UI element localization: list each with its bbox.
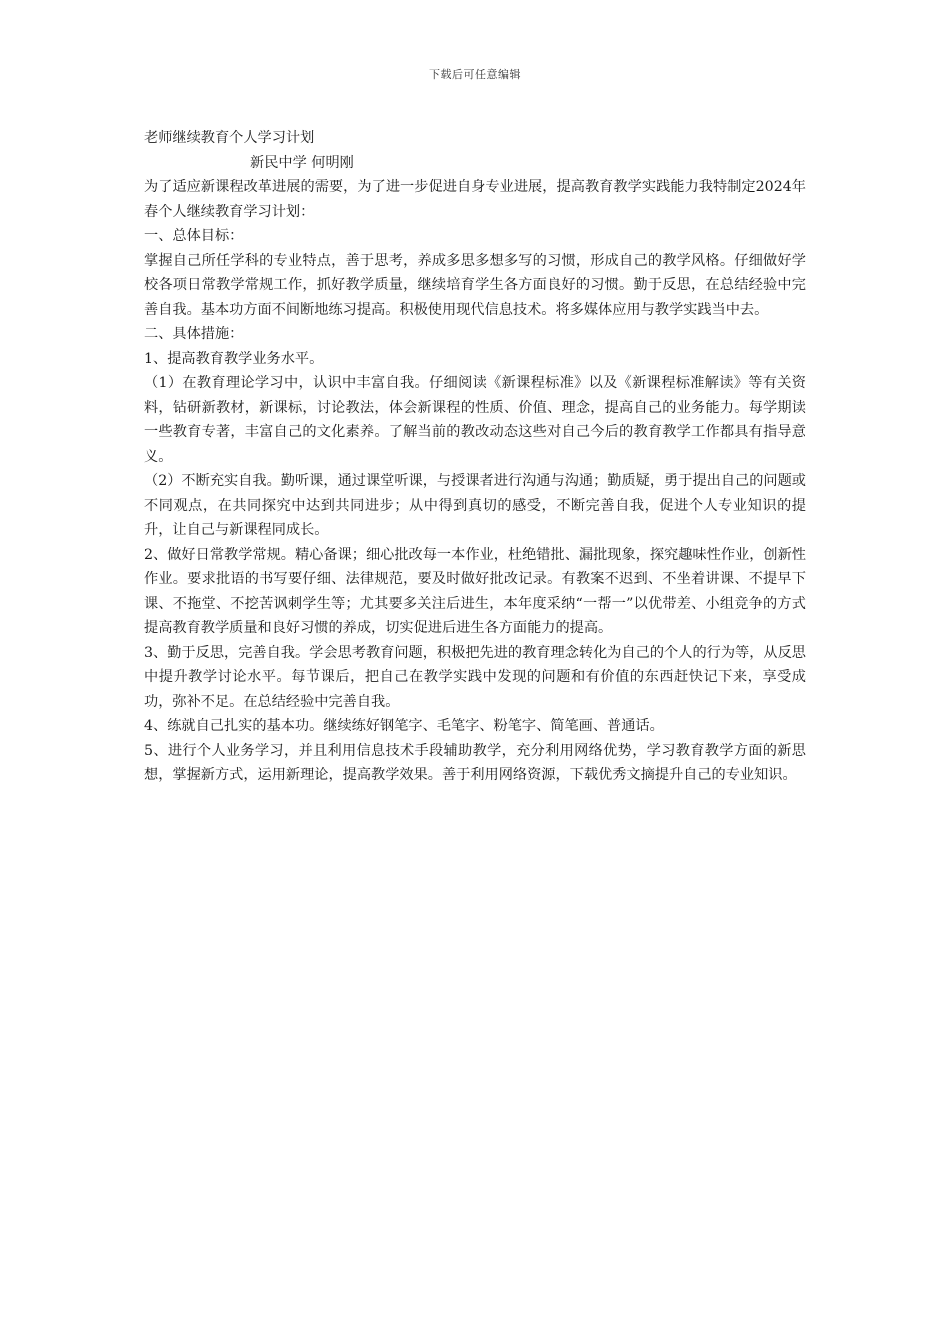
measure-1-heading: 1、提高教育教学业务水平。 [144,350,324,367]
document-body [144,126,806,788]
measure-1-item-1: （1）在教育理论学习中，认识中丰富自我。仔细阅读《新课程标准》以及《新课程标准解读》等有关资料，钻研新教材，新课标，讨论教法，体会新课程的性质、价值、理念，提高自己的业务能力。每学期读一些教育专著，丰富自己的文化素养。了解当前的教改动态这些对自己今后的教育教学工作都具有指导意义。 [144,375,806,465]
document-title: 老师继续教育个人学习计划 [144,130,315,146]
section-heading-goals: 一、总体目标： [144,228,244,244]
measure-3-paragraph: 3、勤于反思，完善自我。学会思考教育问题，积极把先进的教育理念转化为自己的个人的行为等，从反思中提升教学讨论水平。每节课后，把自己在教学实践中发现的问题和有价值的东西赶快记下来，享受成功，弥补不足。在总结经验中完善自我。 [144,644,806,710]
section-heading-measures: 二、具体措施： [144,326,244,342]
goals-paragraph: 掌握自己所任学科的专业特点，善于思考，养成多思多想多写的习惯，形成自己的教学风格。仔细做好学校各项日常教学常规工作，抓好教学质量，继续培育学生各方面良好的习惯。勤于反思，在总结经验中完善自我。基本功方面不间断地练习提高。积极使用现代信息技术。将多媒体应用与教学实践当中去。 [144,252,806,318]
measure-5-paragraph: 5、进行个人业务学习，并且利用信息技术手段辅助教学，充分利用网络优势，学习教育教学方面的新思想，掌握新方式，运用新理论，提高教学效果。善于利用网络资源，下载优秀文摘提升自己的专业知识。 [144,742,806,783]
measure-4-paragraph: 4、练就自己扎实的基本功。继续练好钢笔字、毛笔字、粉笔字、简笔画、普通话。 [144,718,664,734]
header-note: 下载后可任意编辑 [429,68,521,81]
measure-2-paragraph: 2、做好日常教学常规。精心备课；细心批改每一本作业，杜绝错批、漏批现象，探究趣味性作业，创新性作业。要求批语的书写要仔细、法律规范，要及时做好批改记录。有教案不迟到、不坐着讲课、不提早下课、不拖堂、不挖苦讽刺学生等；尤其要多关注后进生，本年度采纳“一帮一”以优带差、小组竞争的方式提高教育教学质量和良好习惯的养成，切实促进后进生各方面能力的提高。 [144,546,806,636]
intro-paragraph: 为了适应新课程改革进展的需要，为了进一步促进自身专业进展，提高教育教学实践能力我特制定2024年春个人继续教育学习计划： [144,179,806,220]
document-author: 新民中学 何明刚 [250,154,354,171]
measure-1-item-2: （2）不断充实自我。勤听课，通过课堂听课，与授课者进行沟通与沟通；勤质疑，勇于提出自己的问题或不同观点，在共同探究中达到共同进步；从中得到真切的感受，不断完善自我，促进个人专业知识的提升，让自己与新课程同成长。 [144,473,806,538]
